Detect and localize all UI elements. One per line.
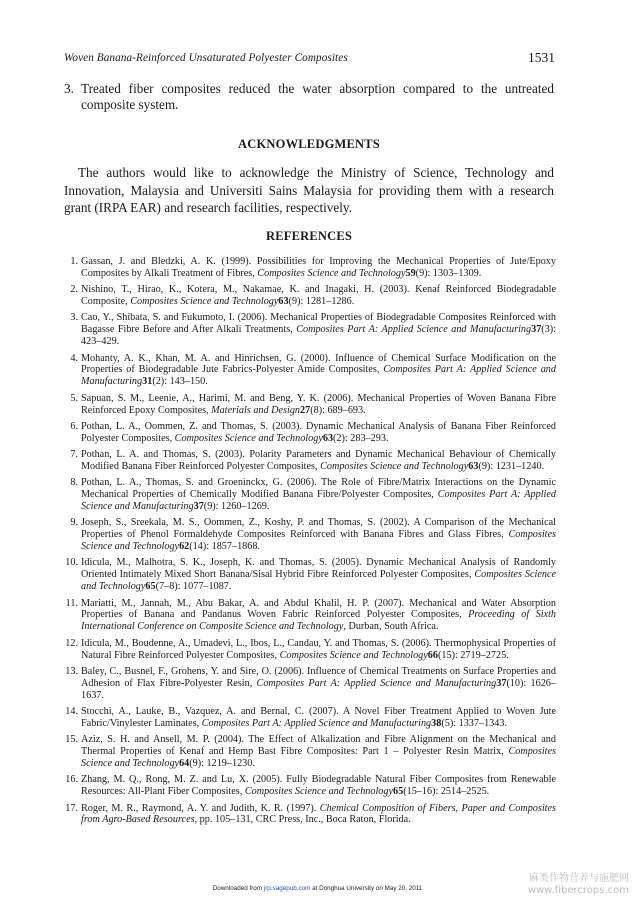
reference-text: Pothan, L. A., Thomas, S. and Groeninckx, G. (2006). The Role of Fibre/Matrix Interactions on the Dynamic Mechanical Properties of Chemically Modified Banana Fibre/Polyester Composites, bbox=[81, 477, 556, 501]
reference-journal: Composites Part A: Applied Science and Manufacturing bbox=[296, 324, 532, 336]
reference-item bbox=[64, 421, 556, 445]
reference-number: 14. bbox=[65, 705, 78, 717]
reference-text: Joseph, S., Sreekala, M. S., Oommen, Z., Koshy, P. and Thomas, S. (2002). A Comparison of the Mechanical Properties of Phenol Formaldehyde Composites Reinforced with Banana Fibres and Glass Fibres, bbox=[81, 517, 556, 541]
reference-item bbox=[64, 706, 556, 730]
reference-number: 13. bbox=[65, 665, 78, 677]
reference-item bbox=[64, 517, 556, 553]
reference-pages: , pp. 105–131, CRC Press, Inc., Boca Raton, Florida. bbox=[194, 814, 411, 826]
reference-text: Roger, M. R., Raymond, A. Y. and Judith, K. R. (1997). bbox=[81, 802, 320, 814]
conclusion-item-number: 3. bbox=[64, 81, 74, 96]
reference-journal: Composites Science and Technology bbox=[257, 267, 406, 279]
reference-text: Cao, Y., Shibata, S. and Fukumoto, I. (2006). Mechanical Properties of Biodegradable Composites Reinforced with Bagasse Fibre Before and After Alkali Treatments, bbox=[81, 312, 556, 336]
reference-text: Gassan, J. and Bledzki, A. K. (1999). Possibilities for Improving the Mechanical Properties of Jute/Epoxy Composites by Alkali Treatment of Fibres, bbox=[81, 256, 556, 279]
site-watermark bbox=[528, 873, 629, 897]
reference-number: 15. bbox=[65, 734, 78, 746]
reference-text: Idicula, M., Malhotra, S. K., Joseph, K. and Thomas, S. (2005). Dynamic Mechanical Analysis of Randomly Oriented Intimately Mixed Short Banana/Sisal Hybrid Fibre Reinforced Polyester Composites, bbox=[81, 557, 556, 581]
reference-pages: (9): 1260–1269. bbox=[203, 501, 270, 513]
reference-item bbox=[64, 284, 556, 308]
reference-journal: Composites Science and Technology bbox=[174, 432, 323, 444]
footer-link[interactable]: jrp.sagepub.com bbox=[263, 885, 311, 892]
reference-item bbox=[64, 393, 556, 417]
reference-item bbox=[64, 774, 556, 798]
reference-text: Baley, C., Busnel, F., Grohens, Y. and Sire, O. (2006). Influence of Chemical Treatments on Surface Properties and Adhesion of Flax Fibre-Polyester Resin, bbox=[81, 665, 556, 689]
reference-item bbox=[64, 449, 556, 473]
reference-volume: 64 bbox=[179, 758, 190, 769]
reference-number: 6. bbox=[70, 420, 78, 432]
reference-item bbox=[64, 734, 556, 770]
reference-pages: (2): 143–150. bbox=[152, 376, 208, 388]
reference-text: Mohanty, A. K., Khan, M. A. and Hinrichsen, G. (2000). Influence of Chemical Surface Modification on the Properties of Biodegradable Jute Fabrics-Polyester Amide Composites, bbox=[81, 352, 556, 376]
reference-pages: (9): 1303–1309. bbox=[415, 267, 482, 279]
running-title: Woven Banana-Reinforced Unsaturated Polyester Composites bbox=[64, 52, 348, 64]
reference-journal: Chemical Composition of Fibers, Paper and Composites from Agro-Based Resources bbox=[81, 802, 557, 826]
reference-number: 8. bbox=[70, 477, 78, 489]
reference-item bbox=[64, 256, 556, 280]
reference-number: 2. bbox=[70, 284, 78, 296]
reference-item bbox=[64, 598, 556, 634]
reference-pages: (8): 689–693. bbox=[310, 404, 366, 416]
reference-volume: 63 bbox=[322, 432, 334, 444]
reference-volume: 63 bbox=[278, 296, 289, 308]
reference-pages: (10): 1626–1637. bbox=[81, 677, 556, 701]
watermark-line-1: 麻类作物营养与施肥网 bbox=[529, 873, 629, 884]
reference-number: 11. bbox=[65, 597, 78, 609]
reference-number: 9. bbox=[70, 517, 78, 529]
reference-text: Zhang, M. Q., Rong, M. Z. and Lu, X. (2005). Fully Biodegradable Natural Fiber Composites from Renewable Resources: All-Plant Fiber Composites, bbox=[81, 774, 556, 798]
reference-number: 17. bbox=[65, 802, 78, 814]
reference-item bbox=[64, 353, 556, 389]
reference-item bbox=[64, 557, 556, 593]
reference-volume: 62 bbox=[179, 541, 190, 553]
reference-pages: (3): 423–429. bbox=[81, 324, 556, 348]
reference-pages: , Durban, South Africa. bbox=[343, 621, 439, 633]
reference-volume: 66 bbox=[427, 649, 438, 661]
reference-text: Mariatti, M., Jannah, M., Abu Bakar, A. and Abdul Khalil, H. P. (2007). Mechanical and Water Absorption Properties of Banana and Pandanus Woven Fabric Reinforced Polyester Composites, bbox=[81, 597, 556, 621]
reference-pages: (9): 1231–1240. bbox=[478, 460, 545, 472]
reference-volume: 37 bbox=[496, 677, 507, 689]
reference-item bbox=[64, 666, 556, 702]
reference-item bbox=[64, 477, 556, 513]
reference-journal: Composites Science and Technology bbox=[279, 649, 428, 661]
reference-text: Pothan, L. A., Oommen, Z. and Thomas, S. (2003). Dynamic Mechanical Analysis of Banana Fiber Reinforced Polyester Composites, bbox=[81, 420, 556, 444]
reference-pages: (15): 2719–2725. bbox=[437, 649, 509, 661]
reference-journal: Proceeding of Sixth International Conference on Composite Science and Technology bbox=[81, 609, 557, 633]
reference-journal: Composites Science and Technology bbox=[81, 569, 556, 593]
references-heading: REFERENCES bbox=[265, 229, 353, 243]
reference-list bbox=[64, 256, 556, 831]
reference-journal: Composites Part A: Applied Science and Manufacturing bbox=[256, 677, 497, 689]
reference-text: Nishino, T., Hirao, K., Kotera, M., Nakamae, K. and Inagaki, H. (2003). Kenaf Reinforced Biodegradable Composite, bbox=[81, 284, 556, 308]
reference-journal: Composites Part A: Applied Science and Manufacturing bbox=[81, 364, 556, 388]
reference-volume: 27 bbox=[300, 404, 311, 416]
reference-journal: Composites Science and Technology bbox=[81, 746, 556, 769]
watermark-line-2: www.fibercrops.com bbox=[527, 885, 629, 896]
reference-pages: (2): 283–293. bbox=[333, 432, 389, 444]
reference-number: 12. bbox=[65, 637, 78, 649]
reference-journal: Composites Part A: Applied Science and Manufacturing bbox=[201, 717, 432, 729]
reference-text: Sapuan, S. M., Leenie, A., Harimi, M. and Beng, Y. K. (2006). Mechanical Properties of Woven Banana Fibre Reinforced Epoxy Composites, bbox=[81, 392, 556, 416]
reference-number: 3. bbox=[70, 312, 78, 324]
footer-prefix: Downloaded from bbox=[212, 885, 264, 892]
reference-number: 16. bbox=[65, 774, 78, 786]
reference-journal: Composites Science and Technology bbox=[320, 460, 469, 472]
reference-number: 4. bbox=[70, 352, 78, 364]
footer-suffix: at Donghua University on May 20, 2011 bbox=[310, 885, 423, 892]
reference-number: 5. bbox=[70, 392, 78, 404]
acknowledgments-heading: ACKNOWLEDGMENTS bbox=[238, 137, 380, 151]
reference-volume: 59 bbox=[405, 267, 416, 279]
reference-item bbox=[64, 803, 556, 827]
reference-pages: (15–16): 2514–2525. bbox=[403, 786, 490, 798]
reference-number: 1. bbox=[70, 256, 78, 267]
reference-pages: (9): 1281–1286. bbox=[288, 296, 355, 308]
reference-volume: 65 bbox=[393, 786, 404, 798]
reference-item bbox=[64, 312, 556, 348]
reference-text: Pothan, L. A. and Thomas, S. (2003). Polarity Parameters and Dynamic Mechanical Behaviour of Chemically Modified Banana Fiber Reinforced Polyester Composites, bbox=[81, 449, 556, 472]
conclusion-item bbox=[64, 81, 554, 113]
reference-volume: 37 bbox=[531, 324, 542, 336]
reference-pages: (5): 1337–1343. bbox=[441, 717, 507, 729]
reference-journal: Composites Science and Technology bbox=[81, 529, 556, 553]
reference-text: Aziz, S. H. and Ansell, M. P. (2004). The Effect of Alkalization and Fibre Alignment on the Mechanical and Thermal Properties of Kenaf and Hemp Bast Fibre Composites: Part 1 – Polyester Resin Matrix, bbox=[81, 734, 556, 758]
page-number: 1531 bbox=[528, 50, 555, 65]
reference-pages: (7–8): 1077–1087. bbox=[155, 581, 232, 593]
reference-journal: Composites Science and Technology bbox=[130, 296, 279, 308]
reference-item bbox=[64, 638, 556, 662]
reference-journal: Materials and Design bbox=[211, 404, 301, 416]
reference-text: Stocchi, A., Lauke, B., Vazquez, A. and Bernal, C. (2007). A Novel Fiber Treatment Applied to Woven Jute Fabric/Vinylester Laminates, bbox=[81, 705, 556, 729]
reference-journal: Composites Science and Technology bbox=[244, 786, 394, 798]
acknowledgments-body: The authors would like to acknowledge the Ministry of Science, Technology and Innovation, Malaysia and Universiti Sains Malaysia for providing them with a research grant (IRPA EAR) and research facilities, respectively. bbox=[64, 165, 554, 215]
reference-volume: 65 bbox=[145, 581, 156, 593]
conclusion-item-text: Treated fiber composites reduced the water absorption compared to the untreated composite system. bbox=[81, 81, 554, 112]
reference-pages: (14): 1857–1868. bbox=[189, 541, 261, 553]
reference-volume: 63 bbox=[468, 460, 479, 472]
reference-number: 7. bbox=[70, 449, 78, 461]
reference-volume: 37 bbox=[193, 501, 204, 513]
reference-pages: (9): 1219–1230. bbox=[189, 758, 255, 769]
reference-number: 10. bbox=[65, 557, 78, 569]
reference-text: Idicula, M., Boudenne, A., Umadevi, L., Ibos, L., Candau, Y. and Thomas, S. (2006). Thermophysical Properties of Natural Fibre Reinforced Polyester Composites, bbox=[81, 637, 556, 661]
reference-volume: 38 bbox=[431, 717, 442, 729]
reference-volume: 31 bbox=[142, 376, 153, 388]
reference-journal: Composites Part A: Applied Science and Manufacturing bbox=[81, 489, 556, 513]
